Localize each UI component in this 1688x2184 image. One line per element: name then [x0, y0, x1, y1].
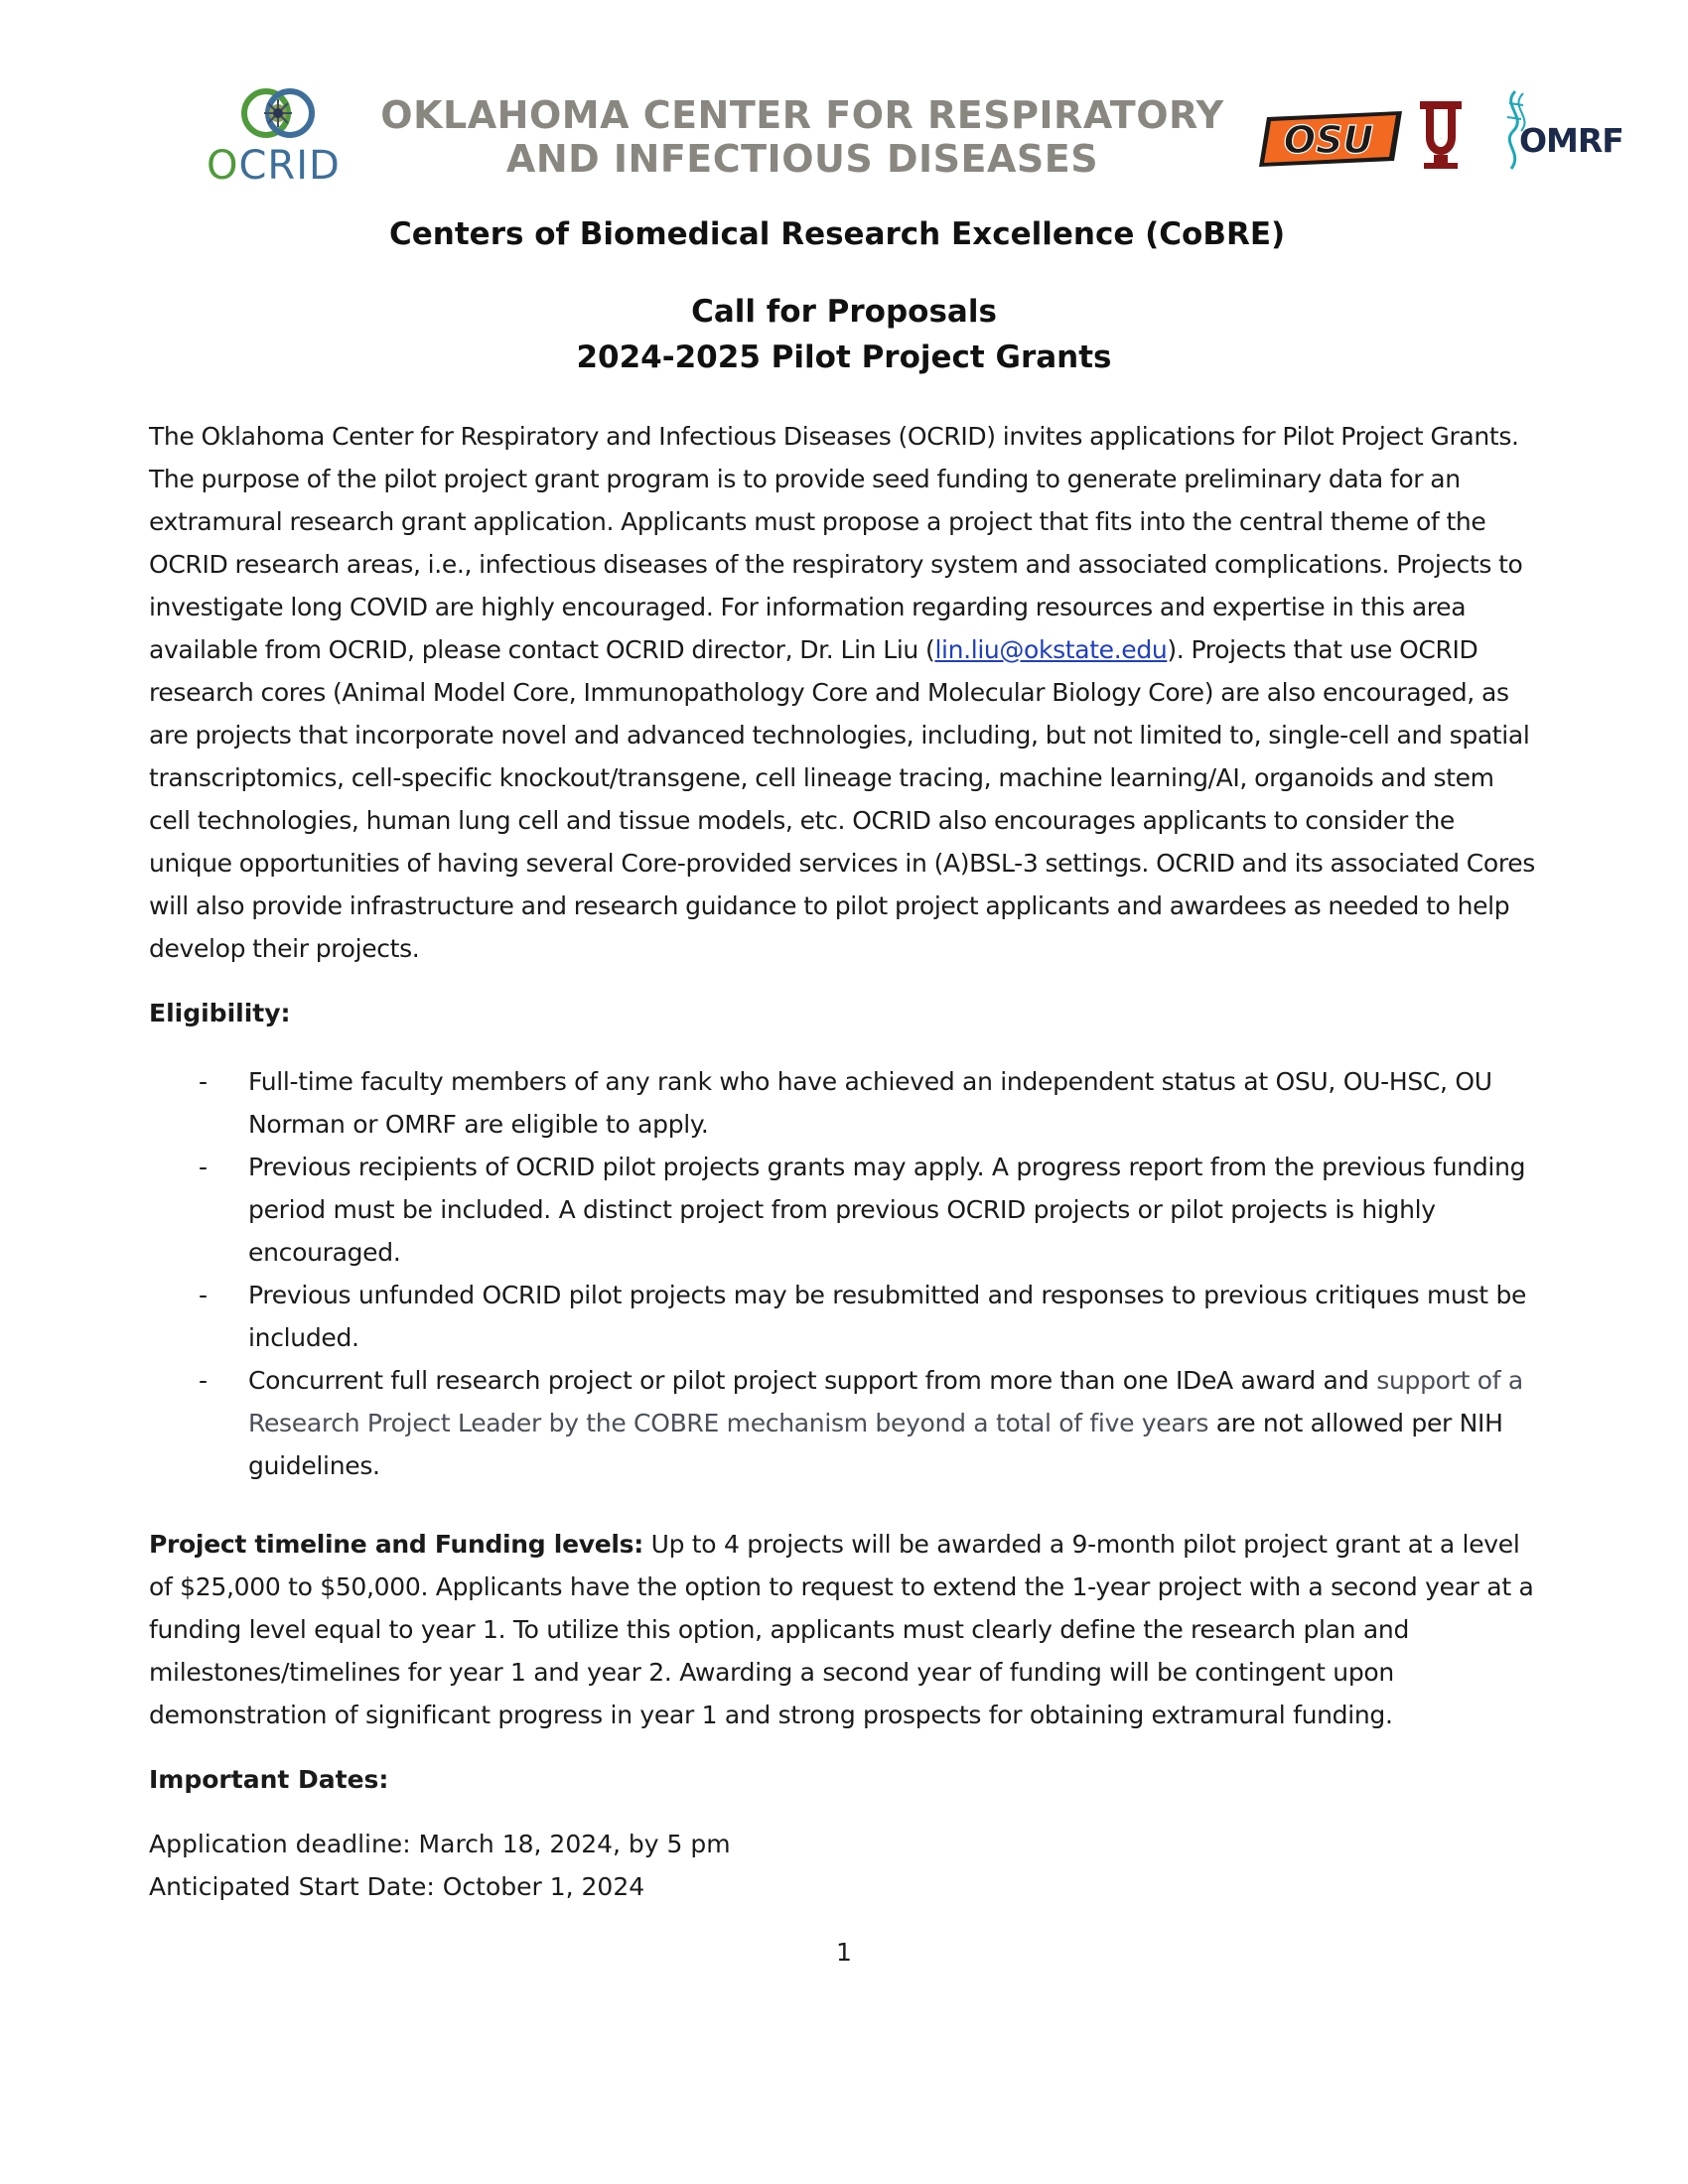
osu-logo-text: OSU	[1283, 118, 1374, 162]
eligibility-heading: Eligibility:	[149, 999, 291, 1027]
ocrid-logo	[207, 85, 355, 195]
page-number: 1	[836, 1938, 852, 1967]
list-item: - Previous recipients of OCRID pilot projects grants may apply. A progress report from the previous funding period must be included. A distinct project from previous OCRID projects or pilot projects is highly encouraged.	[199, 1153, 1526, 1267]
osu-logo	[1257, 109, 1404, 169]
page-header	[0, 79, 1688, 199]
ou-logo	[1414, 99, 1468, 171]
important-dates-heading: Important Dates:	[149, 1765, 389, 1794]
ocrid-wordmark: OCRID	[207, 143, 341, 189]
center-name-line-2: AND INFECTIOUS DISEASES	[505, 137, 1099, 181]
intro-paragraph: The Oklahoma Center for Respiratory and Infectious Diseases (OCRID) invites applications for Pilot Project Grants. The purpose of the pilot project grant program is to provide seed funding to generate preliminary data for an extramural research grant application. Applicants must propose a project that fits into the central theme of the OCRID research areas, i.e., infectious diseases of the respiratory system and associated complications. Projects to investigate long COVID are highly encouraged. For information regarding resources and expertise in this area available from OCRID, please contact OCRID director, Dr. Lin Liu (lin.liu@okstate.edu). Projects that use OCRID research cores (Animal Model Core, Immunopathology Core and Molecular Biology Core) are also encouraged, as are projects that incorporate novel and advanced technologies, including, but not limited to, single-cell and spatial transcriptomics, cell-specific knockout/transgene, cell lineage tracing, machine learning/AI, organoids and stem cell technologies, human lung cell and tissue models, etc. OCRID also encourages applicants to consider the unique opportunities of having several Core-provided services in (A)BSL-3 settings. OCRID and its associated Cores will also provide infrastructure and research guidance to pilot project applicants and awardees as needed to help develop their projects.	[149, 422, 1535, 963]
timeline-paragraph: Project timeline and Funding levels: Up to 4 projects will be awarded a 9-month pilot project grant at a level of $25,000 to $50,000. Applicants have the option to request to extend the 1-year project with a second year at a funding level equal to year 1. To utilize this option, applicants must clearly define the research plan and milestones/timelines for year 1 and year 2. Awarding a second year of funding will be contingent upon demonstration of significant progress in year 1 and strong prospects for obtaining extramural funding.	[149, 1530, 1534, 1729]
list-item: - Full-time faculty members of any rank who have achieved an independent status at OSU, OU-HSC, OU Norman or OMRF are eligible to apply.	[199, 1067, 1492, 1139]
program-title: Centers of Biomedical Research Excellence (CoBRE)	[389, 216, 1286, 252]
timeline-heading: Project timeline and Funding levels:	[149, 1530, 643, 1559]
list-item: - Concurrent full research project or pilot project support from more than one IDeA award and support of a Research Project Leader by the COBRE mechanism beyond a total of five years are not allowed per NIH guidelines.	[199, 1366, 1523, 1480]
omrf-wordmark: OMRF	[1519, 121, 1623, 160]
grants-title: 2024-2025 Pilot Project Grants	[576, 340, 1112, 375]
ou-logo-text: OU	[1440, 139, 1442, 140]
omrf-logo	[1493, 87, 1623, 173]
ocrid-emblem-icon	[238, 85, 318, 141]
anticipated-start-date: Anticipated Start Date: October 1, 2024	[149, 1872, 645, 1901]
call-title: Call for Proposals	[691, 294, 997, 330]
center-name	[365, 93, 1239, 181]
important-dates	[149, 1823, 1539, 1908]
document-body	[149, 415, 1539, 1908]
application-deadline: Application deadline: March 18, 2024, by 5 pm	[149, 1830, 731, 1858]
center-name-line-1: OKLAHOMA CENTER FOR RESPIRATORY	[380, 93, 1224, 137]
list-item: - Previous unfunded OCRID pilot projects may be resubmitted and responses to previous critiques must be included.	[199, 1281, 1527, 1352]
eligibility-list	[149, 1060, 1539, 1487]
director-email-link[interactable]: lin.liu@okstate.edu	[934, 635, 1168, 664]
